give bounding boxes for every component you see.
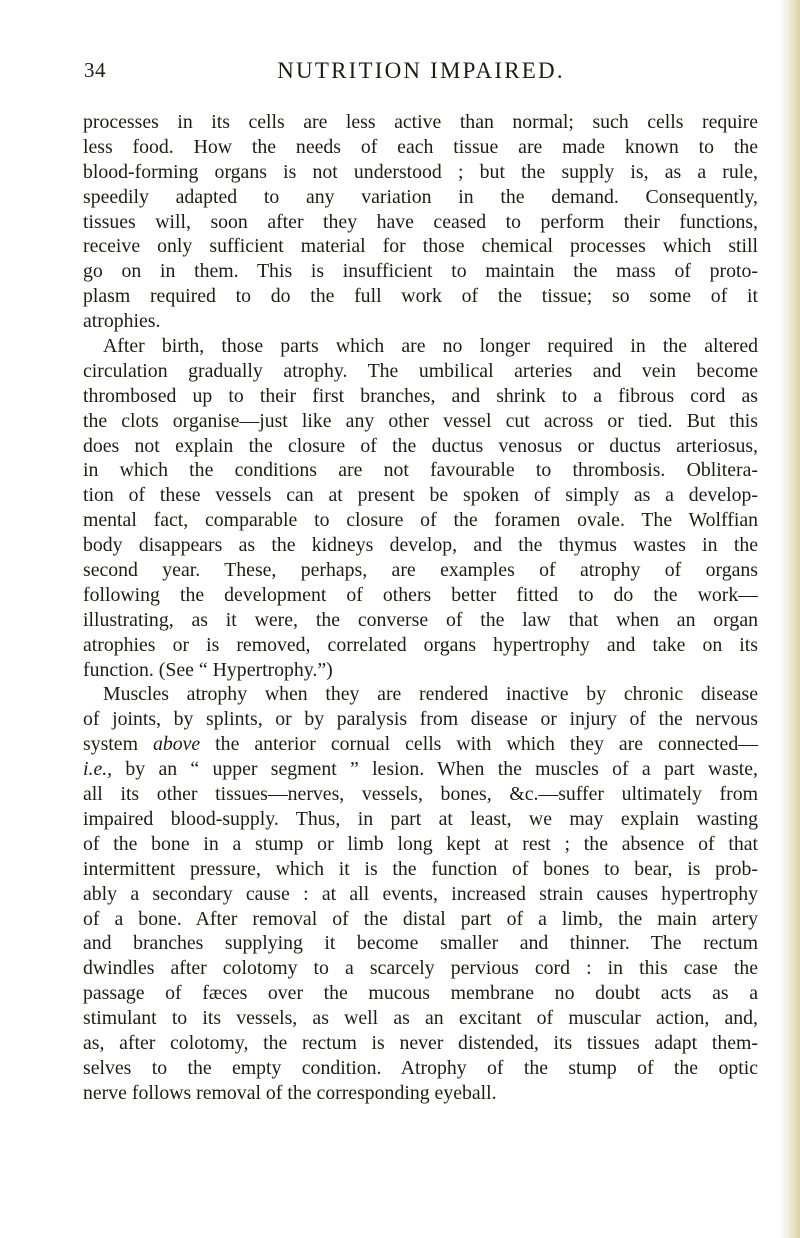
- text-line: body disappears as the kidneys develop, and the thymus wastes in the: [83, 534, 758, 557]
- text-line: tion of these vessels can at present be spoken of simply as a develop-: [83, 484, 758, 507]
- text-line: plasm required to do the full work of the tissue; so some of it: [83, 285, 758, 308]
- text-line: of joints, by splints, or by paralysis from disease or injury of the nervous: [83, 708, 758, 731]
- text-line: of a bone. After removal of the distal part of a limb, the main artery: [83, 907, 758, 930]
- text-line: impaired blood-supply. Thus, in part at least, we may explain wasting: [83, 807, 758, 830]
- text-line: receive only sufficient material for those chemical processes which still: [83, 235, 758, 258]
- text-line: i.e., by an “ upper segment ” lesion. When the muscles of a part waste,: [83, 758, 758, 781]
- text-line: stimulant to its vessels, as well as an excitant of muscular action, and,: [83, 1007, 758, 1030]
- text-line: all its other tissues—nerves, vessels, bones, &c.—suffer ultimately from: [83, 783, 758, 806]
- text-line: passage of fæces over the mucous membrane no doubt acts as a: [83, 982, 758, 1005]
- text-line: of the bone in a stump or limb long kept at rest ; the absence of that: [83, 832, 758, 855]
- text-line: thrombosed up to their first branches, and shrink to a fibrous cord as: [83, 384, 758, 407]
- paragraph: [83, 110, 758, 334]
- text-line: ably a secondary cause : at all events, increased strain causes hypertrophy: [83, 882, 758, 905]
- text-line: atrophies or is removed, correlated organs hypertrophy and take on its: [83, 633, 758, 656]
- text-line: and branches supplying it become smaller and thinner. The rectum: [83, 932, 758, 955]
- running-head: NUTRITION IMPAIRED.: [277, 58, 565, 83]
- text-line: does not explain the closure of the ductus venosus or ductus arteriosus,: [83, 434, 758, 457]
- text-line: following the development of others better fitted to do the work—: [83, 583, 758, 606]
- text-line: After birth, those parts which are no longer required in the altered: [103, 335, 758, 358]
- text-line: go on in them. This is insufficient to maintain the mass of proto-: [83, 260, 758, 283]
- text-line: atrophies.: [83, 310, 161, 333]
- text-line: as, after colotomy, the rectum is never distended, its tissues adapt them-: [83, 1031, 758, 1054]
- text-line: less food. How the needs of each tissue are made known to the: [83, 135, 758, 158]
- text-line: function. (See “ Hypertrophy.”): [83, 658, 333, 681]
- italic-run: above: [152, 733, 201, 756]
- text-line: intermittent pressure, which it is the function of bones to bear, is prob-: [83, 857, 758, 880]
- text-line: illustrating, as it were, the converse of the law that when an organ: [83, 608, 758, 631]
- paragraph: [83, 334, 758, 682]
- paragraph: [83, 682, 758, 1105]
- body-text: [83, 110, 758, 1106]
- text-line: in which the conditions are not favourable to thrombosis. Oblitera-: [83, 459, 758, 482]
- page-edge: [786, 0, 800, 1238]
- text-line: speedily adapted to any variation in the demand. Consequently,: [83, 185, 758, 208]
- page-number: 34: [84, 58, 106, 82]
- italic-run: i.e.,: [83, 758, 113, 781]
- page-header: [84, 58, 758, 90]
- text-line: dwindles after colotomy to a scarcely pervious cord : in this case the: [83, 957, 758, 980]
- text-line: processes in its cells are less active than normal; such cells require: [83, 111, 758, 133]
- text-line: tissues will, soon after they have ceased to perform their functions,: [83, 210, 758, 233]
- text-line: nerve follows removal of the corresponding eyeball.: [83, 1081, 497, 1104]
- text-line: blood-forming organs is not understood ; but the supply is, as a rule,: [83, 160, 758, 183]
- text-line: mental fact, comparable to closure of the foramen ovale. The Wolffian: [83, 509, 758, 532]
- text-line: second year. These, perhaps, are examples of atrophy of organs: [83, 559, 758, 582]
- text-line: selves to the empty condition. Atrophy of the stump of the optic: [83, 1056, 758, 1079]
- text-line: the clots organise—just like any other vessel cut across or tied. But this: [83, 409, 758, 432]
- text-line: system above the anterior cornual cells with which they are connected—: [83, 733, 759, 756]
- text-line: circulation gradually atrophy. The umbilical arteries and vein become: [83, 359, 758, 382]
- text-line: Muscles atrophy when they are rendered inactive by chronic disease: [103, 683, 758, 706]
